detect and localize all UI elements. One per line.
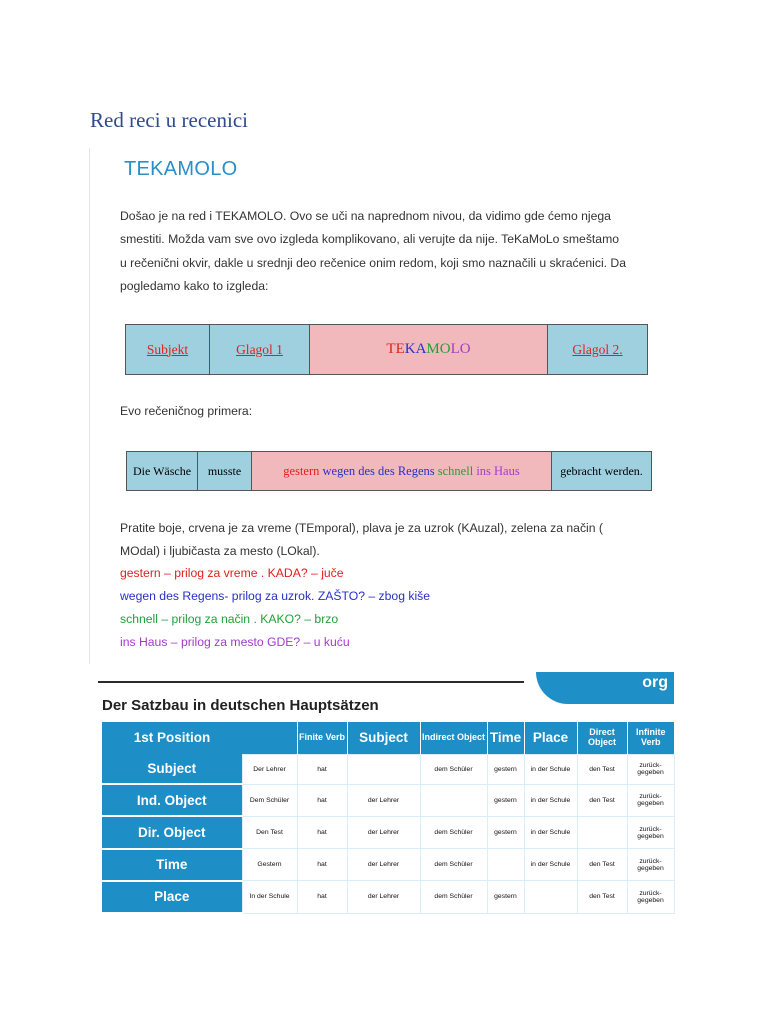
table-cell: der Lehrer [347,881,420,913]
logo-text: org [642,674,668,691]
table-cell: gestern [487,754,524,784]
table-cell: dem Schüler [420,881,487,913]
table-cell [347,754,420,784]
table-cell: hat [297,784,347,816]
legend-kausal: wegen des Regens- prilog za uzrok. ZAŠTO? – zbog kiše [120,589,431,603]
table-cell: der Lehrer [347,816,420,848]
table-cell: In der Schule [242,881,297,913]
die-waesche-cell [127,452,198,490]
table-cell: den Test [577,881,627,913]
example-label: Evo rečeničnog primera: [120,404,253,418]
satzbau-title: Der Satzbau in deutschen Hauptsätzen [102,697,379,714]
intro-paragraph [120,205,665,299]
table-cell: in der Schule [524,754,577,784]
logo-icon [536,672,674,704]
intro-line: Došao je na red i TEKAMOLO. Ovo se uči na naprednom nivou, da vidimo gde ćemo njega [120,209,611,223]
table-cell: zurück-gegeben [627,849,674,881]
header-spacer [242,722,297,754]
gestern-word: gestern [283,463,320,478]
table-cell: Gestern [242,849,297,881]
mo-part: MO [426,341,451,357]
glagol1-cell [210,325,310,374]
table-cell: gestern [487,881,524,913]
table-cell: den Test [577,784,627,816]
table-cell: der Lehrer [347,784,420,816]
table-cell: in der Schule [524,849,577,881]
example-sentence-diagram [126,451,652,491]
table-cell: Dem Schüler [242,784,297,816]
table-row [102,881,674,913]
table-cell: in der Schule [524,816,577,848]
musste-text: musste [207,463,242,478]
table-cell: zurück-gegeben [627,881,674,913]
table-cell: den Test [577,849,627,881]
embedded-image-border [89,148,90,664]
table-row [102,849,674,881]
row-label-dir-object: Dir. Object [102,816,242,848]
table-cell: gestern [487,784,524,816]
table-cell [487,849,524,881]
table-cell: Der Lehrer [242,754,297,784]
table-cell: hat [297,849,347,881]
table-cell: hat [297,754,347,784]
header-time: Time [487,722,524,754]
sentence-frame-diagram [125,324,648,375]
subjekt-label: Subjekt [146,341,189,357]
row-label-ind-object: Ind. Object [102,784,242,816]
row-label-subject: Subject [102,754,242,784]
die-waesche-text: Die Wäsche [132,463,192,478]
intro-line: u rečenični okvir, dakle u srednji deo rečenice onim redom, koji smo naznačili u skraćenici. Da [120,255,627,270]
wegen-phrase: wegen des des Regens [322,463,435,478]
table-cell [524,881,577,913]
gebracht-cell [552,452,651,490]
gebracht-text: gebracht werden. [560,463,643,478]
header-indirect-object: Indirect Object [420,722,487,754]
table-cell: dem Schüler [420,754,487,784]
header-subject: Subject [347,722,420,754]
intro-line: smestiti. Možda vam sve ovo izgleda komplikovano, ali verujte da nije. TeKaMoLo smeštamo [120,232,620,247]
header-direct-object: Direct Object [577,722,627,754]
row-label-time: Time [102,849,242,881]
colors-paragraph [120,517,665,564]
te-part: TE [386,341,405,357]
satzbau-divider [98,681,524,683]
header-finite-verb: Finite Verb [297,722,347,754]
colors-line: MOdal) i ljubičasta za mesto (LOkal). [120,544,320,559]
document-title: Red reci u recenici [90,108,248,132]
table-cell: der Lehrer [347,849,420,881]
table-cell: zurück-gegeben [627,784,674,816]
glagol2-cell [548,325,647,374]
ka-part: KA [404,341,427,357]
legend-lokal: ins Haus – prilog za mesto GDE? – u kuću [120,635,350,649]
lo-part: LO [450,341,471,357]
table-cell: hat [297,816,347,848]
header-place: Place [524,722,577,754]
table-row [102,816,674,848]
colors-line: Pratite boje, crvena je za vreme (TEmporal), plava je za uzrok (KAuzal), zelena za način ( [120,521,603,535]
table-row [102,754,674,784]
table-cell [420,784,487,816]
tekamolo-heading: TEKAMOLO [124,158,238,180]
glagol1-label: Glagol 1 [236,341,283,357]
table-cell: den Test [577,754,627,784]
satzbau-table [102,722,674,914]
table-row [102,784,674,816]
tekamolo-example-cell [252,452,552,490]
table-cell: hat [297,881,347,913]
table-cell: zurück-gegeben [627,816,674,848]
table-cell: zurück-gegeben [627,754,674,784]
glagol2-label: Glagol 2. [572,341,623,357]
table-cell [577,816,627,848]
table-cell: dem Schüler [420,816,487,848]
table-cell: gestern [487,816,524,848]
legend-modal: schnell – prilog za način . KAKO? – brzo [120,612,339,626]
musste-cell [198,452,252,490]
intro-line: pogledamo kako to izgleda: [120,279,269,294]
legend-temporal: gestern – prilog za vreme . KADA? – juče [120,566,344,580]
ins-haus-phrase: ins Haus [476,463,520,478]
schnell-word: schnell [437,463,474,478]
tekamolo-cell [310,325,548,374]
table-cell: in der Schule [524,784,577,816]
header-1st-position: 1st Position [133,729,211,745]
row-label-place: Place [102,881,242,913]
subjekt-cell [126,325,210,374]
header-infinite-verb: Infinite Verb [627,722,674,754]
table-cell: dem Schüler [420,849,487,881]
table-cell: Den Test [242,816,297,848]
